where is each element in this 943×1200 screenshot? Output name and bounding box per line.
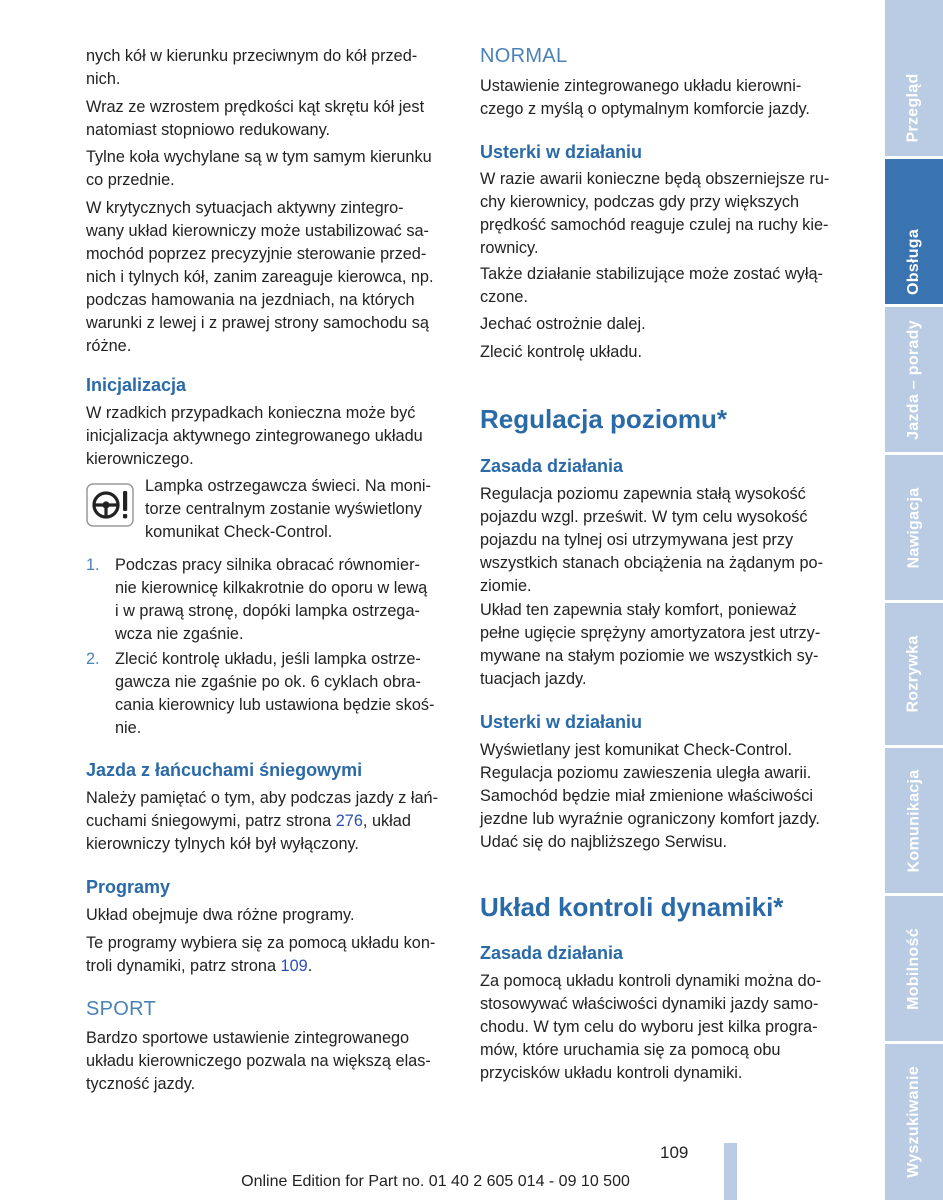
section-title-level-control: Regulacja poziomu* [480,404,728,434]
footer-text: Online Edition for Part no. 01 40 2 605 014 - 09 10 500 [241,1173,630,1190]
paragraph: nych kół w kierunku przeciwnym do kół przed- nich. [86,47,418,88]
paragraph: Bardzo sportowe ustawienie zintegrowanego układu kierowniczego pozwala na większą elas- tyczność jazdy. [86,1029,431,1093]
paragraph: Także działanie stabilizujące może zostać wyłą- czone. [480,265,823,306]
tab-nawigacja[interactable]: Nawigacja [885,455,943,600]
tab-przeglad[interactable]: Przegląd [885,0,943,156]
paragraph: Regulacja poziomu zapewnia stałą wysokość pojazdu wzgl. prześwit. W tym celu wysokość pojazdu na tylnej osi utrzymywana jest przy wszystkich stanach obciążenia na żądanym po- ziomie. [480,485,823,595]
list-item: 2. Zlecić kontrolę układu, jeśli lampka ostrze- gawcza nie zgaśnie po ok. 6 cyklach obra- cania kierownicy lub ustawiona będzie skoś- nie. [86,650,435,737]
section-heading-initialization: Inicjalizacja [86,375,187,395]
section-heading-principle: Zasada działania [480,943,624,963]
section-heading-sport: SPORT [86,998,157,1020]
paragraph: Zlecić kontrolę układu. [480,343,642,361]
page-number: 109 [660,1143,689,1162]
page-marker [724,1143,737,1200]
paragraph: Te programy wybiera się za pomocą układu kon- troli dynamiki, patrz strona 109. [86,934,436,975]
paragraph: Wraz ze wzrostem prędkości kąt skrętu kół jest natomiast stopniowo redukowany. [86,98,425,139]
paragraph: Za pomocą układu kontroli dynamiki można do- stosowywać właściwości dynamiki jazdy samo- chodu. W tym celu do wyboru jest kilka progra- mów, które uruchamia się za pomocą obu przycisków układu kontroli dynamiki. [480,972,822,1082]
section-title-dynamic-control: Układ kontroli dynamiki* [480,892,784,922]
tab-wyszukiwanie[interactable]: Wyszukiwanie [885,1044,943,1200]
paragraph: Układ ten zapewnia stały komfort, ponieważ pełne ugięcie sprężyny amortyzatora jest utrzy- mywane na stałym poziomie we wszystkich sy- tuacjach jazdy. [480,601,821,688]
tab-mobilnosc[interactable]: Mobilność [885,896,943,1041]
section-heading-normal: NORMAL [480,45,568,67]
section-heading-snow-chains: Jazda z łańcuchami śniegowymi [86,760,363,780]
page-link-276[interactable]: 276 [335,812,363,830]
warning-note: Lampka ostrzegawcza świeci. Na moni- torze centralnym zostanie wyświetlony komunikat Check-Control. [145,477,431,541]
paragraph: Należy pamiętać o tym, aby podczas jazdy z łań- cuchami śniegowymi, patrz strona 276, układ kierowniczy tylnych kół był wyłączony. [86,789,439,853]
tab-rozrywka[interactable]: Rozrywka [885,603,943,745]
paragraph: W razie awarii konieczne będą obszerniejsze ru- chy kierownicy, podczas gdy przy większych prędkość samochód reaguje czulej na ruchy kie- rownicy. [480,170,830,257]
steering-wheel-warning-icon [86,483,134,527]
paragraph: W krytycznych sytuacjach aktywny zintegro- wany układ kierowniczy może ustabilizować sa- mochód poprzez precyzyjnie sterowanie przed- nich i tylnych kół, zanim zareaguje kierowca, np. podczas hamowania na jezdniach, na których warunki z lewej i z prawej strony samochodu są różne. [86,199,434,355]
paragraph: Układ obejmuje dwa różne programy. [86,906,355,924]
page-link-109[interactable]: 109 [280,957,308,975]
section-heading-principle: Zasada działania [480,456,624,476]
paragraph: Jechać ostrożnie dalej. [480,315,646,333]
paragraph: W rzadkich przypadkach konieczna może być inicjalizacja aktywnego zintegrowanego układu kierowniczego. [86,404,423,468]
tab-jazda-porady[interactable]: Jazda – porady [885,307,943,452]
section-heading-faults: Usterki w działaniu [480,142,643,162]
footer [0,1173,943,1191]
section-heading-programs: Programy [86,877,171,897]
tab-obsluga[interactable]: Obsługa [885,159,943,304]
paragraph: Ustawienie zintegrowanego układu kierowni- czego z myślą o optymalnym komforcie jazdy. [480,77,810,118]
list-item: 1. Podczas pracy silnika obracać równomier- nie kierownicę kilkakrotnie do oporu w lewą i w prawą stronę, dopóki lampka ostrzega- wcza nie zgaśnie. [86,556,428,643]
tab-komunikacja[interactable]: Komunikacja [885,748,943,893]
chapter-tabs [885,0,943,1200]
paragraph: Wyświetlany jest komunikat Check-Control. Regulacja poziomu zawieszenia uległa awarii. Samochód będzie miał zmienione właściwości jezdne lub wyraźnie ograniczony komfort jazdy. Udać się do najbliższego Serwisu. [480,741,820,851]
paragraph: Tylne koła wychylane są w tym samym kierunku co przednie. [86,148,432,189]
section-heading-faults: Usterki w działaniu [480,712,643,732]
